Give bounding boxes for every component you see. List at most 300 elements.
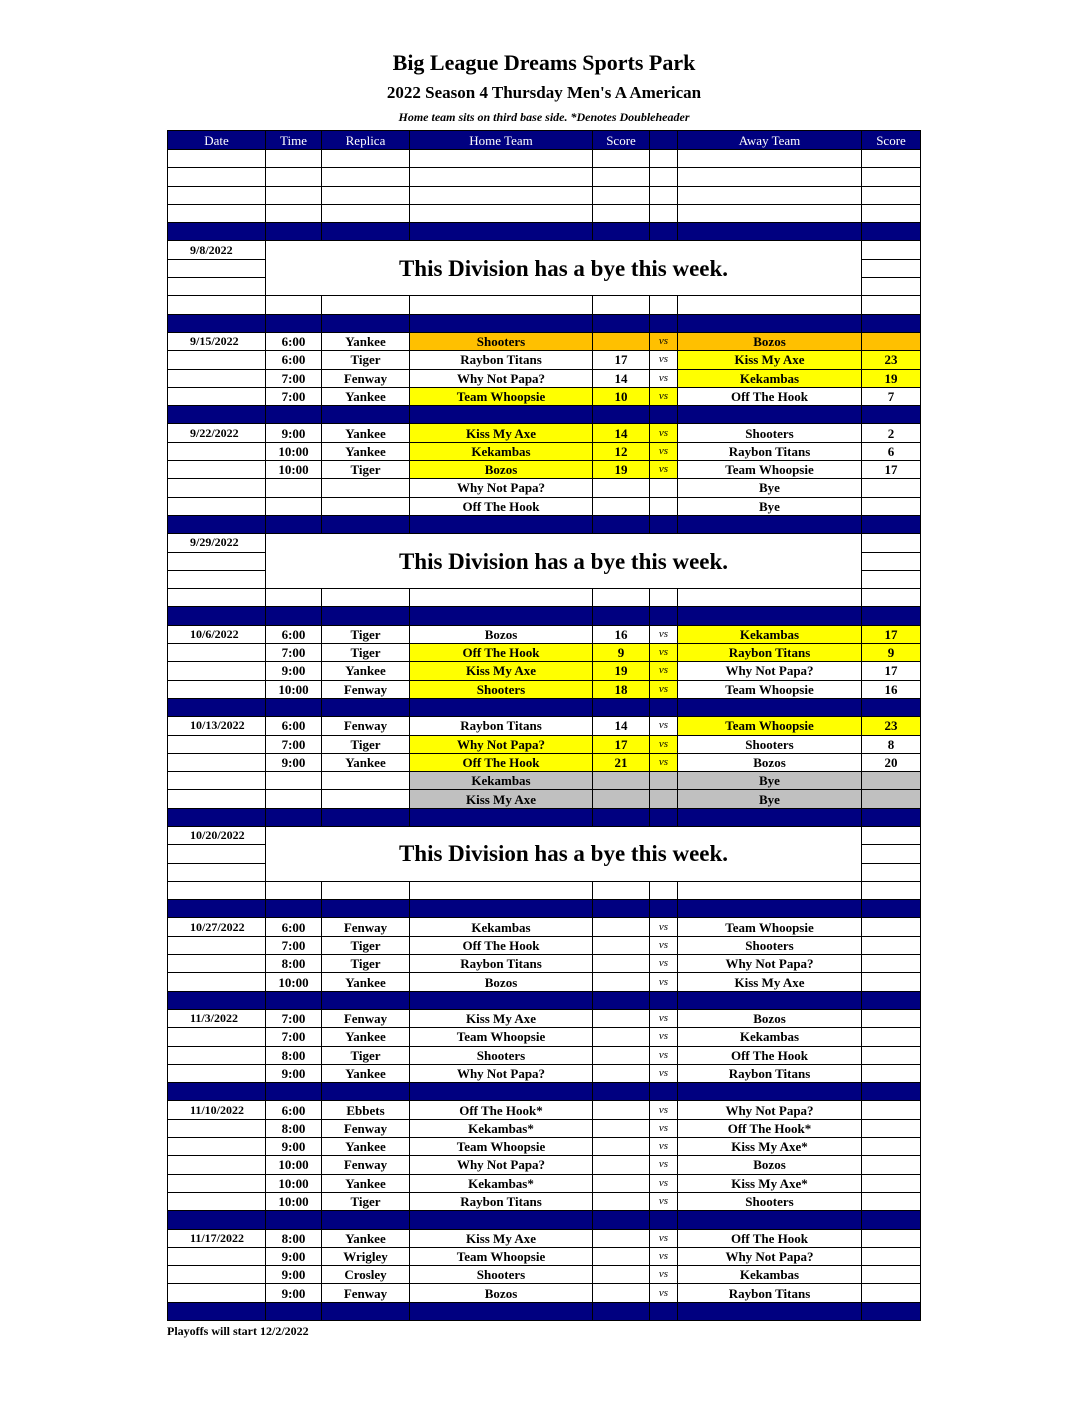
- away-team-cell: [678, 1211, 862, 1229]
- away-team-cell: Raybon Titans: [678, 644, 862, 662]
- home-team-cell: Raybon Titans: [410, 351, 593, 369]
- vs-cell: vs: [650, 973, 678, 991]
- away-team-cell: Why Not Papa?: [678, 955, 862, 973]
- home-score-cell: [593, 900, 650, 918]
- away-team-cell: Kekambas: [678, 369, 862, 387]
- date-cell: [168, 296, 266, 314]
- vs-cell: vs: [650, 1119, 678, 1137]
- time-cell: 7:00: [266, 735, 322, 753]
- home-score-cell: 18: [593, 680, 650, 698]
- date-cell: [168, 1046, 266, 1064]
- blank-row: [168, 204, 921, 222]
- date-cell: [168, 698, 266, 716]
- replica-cell: Tiger: [322, 955, 410, 973]
- date-cell: [168, 204, 266, 222]
- vs-cell: [650, 772, 678, 790]
- time-cell: 6:00: [266, 918, 322, 936]
- vs-cell: vs: [650, 1192, 678, 1210]
- week-separator: [168, 698, 921, 716]
- col-home-team: Home Team: [410, 131, 593, 150]
- away-team-cell: Team Whoopsie: [678, 918, 862, 936]
- date-cell: [168, 863, 266, 881]
- game-row: [168, 735, 921, 753]
- away-score-cell: [862, 936, 921, 954]
- game-row: [168, 1138, 921, 1156]
- home-score-cell: [593, 808, 650, 826]
- away-score-cell: [862, 278, 921, 296]
- time-cell: [266, 991, 322, 1009]
- away-team-cell: Shooters: [678, 1192, 862, 1210]
- home-team-cell: Off The Hook*: [410, 1101, 593, 1119]
- replica-cell: [322, 1211, 410, 1229]
- home-team-cell: Off The Hook: [410, 644, 593, 662]
- vs-cell: vs: [650, 644, 678, 662]
- page-note: Home team sits on third base side. *Denotes Doubleheader: [398, 110, 690, 124]
- week-separator: [168, 515, 921, 533]
- replica-cell: Yankee: [322, 753, 410, 771]
- game-row: [168, 753, 921, 771]
- date-cell: [168, 607, 266, 625]
- away-score-cell: [862, 570, 921, 588]
- time-cell: 7:00: [266, 644, 322, 662]
- bye-week-row: [168, 241, 921, 259]
- time-cell: [266, 515, 322, 533]
- vs-cell: vs: [650, 1156, 678, 1174]
- replica-cell: Tiger: [322, 644, 410, 662]
- away-score-cell: [862, 918, 921, 936]
- vs-cell: vs: [650, 936, 678, 954]
- away-team-cell: Why Not Papa?: [678, 662, 862, 680]
- game-row: [168, 1174, 921, 1192]
- vs-cell: [650, 479, 678, 497]
- away-score-cell: 6: [862, 442, 921, 460]
- date-cell: 10/20/2022: [168, 826, 266, 844]
- time-cell: 10:00: [266, 442, 322, 460]
- date-cell: [168, 387, 266, 405]
- week-separator: [168, 991, 921, 1009]
- date-cell: [168, 442, 266, 460]
- away-team-cell: Team Whoopsie: [678, 717, 862, 735]
- col-vs: [650, 131, 678, 150]
- away-score-cell: [862, 1138, 921, 1156]
- replica-cell: Tiger: [322, 1046, 410, 1064]
- away-score-cell: [862, 406, 921, 424]
- away-team-cell: Raybon Titans: [678, 1064, 862, 1082]
- bye-message: This Division has a bye this week.: [266, 534, 862, 589]
- game-row: [168, 479, 921, 497]
- away-score-cell: [862, 241, 921, 259]
- bye-message: This Division has a bye this week.: [266, 241, 862, 296]
- home-score-cell: [593, 607, 650, 625]
- home-score-cell: [593, 223, 650, 241]
- date-cell: [168, 314, 266, 332]
- date-cell: [168, 936, 266, 954]
- home-score-cell: 12: [593, 442, 650, 460]
- vs-cell: vs: [650, 662, 678, 680]
- away-score-cell: 9: [862, 644, 921, 662]
- date-cell: [168, 808, 266, 826]
- away-team-cell: Kiss My Axe: [678, 351, 862, 369]
- week-separator: [168, 900, 921, 918]
- replica-cell: Tiger: [322, 351, 410, 369]
- away-team-cell: Shooters: [678, 735, 862, 753]
- time-cell: [266, 479, 322, 497]
- date-cell: 9/15/2022: [168, 332, 266, 350]
- date-cell: [168, 662, 266, 680]
- away-team-cell: [678, 186, 862, 204]
- away-score-cell: [862, 790, 921, 808]
- date-cell: [168, 461, 266, 479]
- home-score-cell: [593, 186, 650, 204]
- home-team-cell: Shooters: [410, 680, 593, 698]
- date-cell: [168, 259, 266, 277]
- away-score-cell: [862, 863, 921, 881]
- home-team-cell: Team Whoopsie: [410, 1138, 593, 1156]
- home-team-cell: Kiss My Axe: [410, 662, 593, 680]
- away-team-cell: [678, 168, 862, 186]
- away-score-cell: [862, 1211, 921, 1229]
- replica-cell: [322, 881, 410, 899]
- vs-cell: [650, 168, 678, 186]
- vs-cell: [650, 698, 678, 716]
- away-team-cell: Team Whoopsie: [678, 680, 862, 698]
- home-score-cell: 19: [593, 461, 650, 479]
- away-team-cell: [678, 314, 862, 332]
- date-cell: [168, 973, 266, 991]
- game-row: [168, 1192, 921, 1210]
- replica-cell: [322, 479, 410, 497]
- date-cell: [168, 735, 266, 753]
- replica-cell: [322, 497, 410, 515]
- away-team-cell: Shooters: [678, 936, 862, 954]
- time-cell: 9:00: [266, 1138, 322, 1156]
- away-team-cell: [678, 1302, 862, 1320]
- bye-week-row: [168, 826, 921, 844]
- home-team-cell: Kekambas: [410, 772, 593, 790]
- vs-cell: vs: [650, 753, 678, 771]
- game-row: [168, 369, 921, 387]
- away-team-cell: [678, 698, 862, 716]
- home-team-cell: [410, 1211, 593, 1229]
- time-cell: 6:00: [266, 1101, 322, 1119]
- away-team-cell: [678, 589, 862, 607]
- game-row: [168, 772, 921, 790]
- header-row: [168, 131, 921, 150]
- replica-cell: Fenway: [322, 1009, 410, 1027]
- away-team-cell: Kiss My Axe*: [678, 1138, 862, 1156]
- page-title: Big League Dreams Sports Park: [392, 50, 696, 75]
- vs-cell: vs: [650, 680, 678, 698]
- schedule-table-container: [167, 130, 921, 1321]
- date-cell: [168, 1192, 266, 1210]
- time-cell: [266, 808, 322, 826]
- away-team-cell: Why Not Papa?: [678, 1247, 862, 1265]
- away-team-cell: [678, 223, 862, 241]
- replica-cell: Yankee: [322, 424, 410, 442]
- time-cell: 7:00: [266, 1028, 322, 1046]
- time-cell: 6:00: [266, 332, 322, 350]
- away-score-cell: [862, 534, 921, 552]
- home-score-cell: [593, 1138, 650, 1156]
- time-cell: 9:00: [266, 662, 322, 680]
- away-team-cell: [678, 204, 862, 222]
- away-score-cell: [862, 881, 921, 899]
- away-team-cell: Kekambas: [678, 625, 862, 643]
- home-team-cell: Shooters: [410, 1266, 593, 1284]
- date-cell: [168, 369, 266, 387]
- date-cell: [168, 351, 266, 369]
- vs-cell: vs: [650, 1229, 678, 1247]
- date-cell: 10/13/2022: [168, 717, 266, 735]
- game-row: [168, 680, 921, 698]
- date-cell: [168, 644, 266, 662]
- week-separator: [168, 223, 921, 241]
- home-score-cell: [593, 589, 650, 607]
- home-team-cell: [410, 406, 593, 424]
- date-cell: [168, 1266, 266, 1284]
- replica-cell: [322, 1083, 410, 1101]
- time-cell: [266, 204, 322, 222]
- time-cell: 8:00: [266, 955, 322, 973]
- away-score-cell: 17: [862, 662, 921, 680]
- replica-cell: [322, 204, 410, 222]
- game-row: [168, 387, 921, 405]
- away-score-cell: [862, 497, 921, 515]
- replica-cell: Tiger: [322, 936, 410, 954]
- home-score-cell: [593, 314, 650, 332]
- away-team-cell: [678, 296, 862, 314]
- away-score-cell: [862, 900, 921, 918]
- week-separator: [168, 1211, 921, 1229]
- replica-cell: [322, 991, 410, 1009]
- replica-cell: Tiger: [322, 735, 410, 753]
- time-cell: 6:00: [266, 625, 322, 643]
- game-row: [168, 1266, 921, 1284]
- vs-cell: vs: [650, 918, 678, 936]
- home-team-cell: [410, 881, 593, 899]
- vs-cell: vs: [650, 717, 678, 735]
- away-score-cell: [862, 1174, 921, 1192]
- home-score-cell: [593, 515, 650, 533]
- home-score-cell: [593, 991, 650, 1009]
- vs-cell: [650, 406, 678, 424]
- time-cell: [266, 881, 322, 899]
- time-cell: 6:00: [266, 351, 322, 369]
- away-team-cell: Off The Hook: [678, 387, 862, 405]
- date-cell: [168, 845, 266, 863]
- game-row: [168, 973, 921, 991]
- home-team-cell: Kiss My Axe: [410, 1009, 593, 1027]
- time-cell: 10:00: [266, 1192, 322, 1210]
- game-row: [168, 1064, 921, 1082]
- time-cell: [266, 296, 322, 314]
- date-cell: [168, 515, 266, 533]
- away-team-cell: [678, 150, 862, 168]
- home-team-cell: [410, 186, 593, 204]
- home-team-cell: [410, 808, 593, 826]
- vs-cell: vs: [650, 332, 678, 350]
- home-score-cell: [593, 1211, 650, 1229]
- vs-cell: [650, 607, 678, 625]
- home-score-cell: [593, 406, 650, 424]
- replica-cell: [322, 186, 410, 204]
- home-team-cell: [410, 223, 593, 241]
- replica-cell: [322, 698, 410, 716]
- date-cell: [168, 1211, 266, 1229]
- game-row: [168, 662, 921, 680]
- away-team-cell: Kiss My Axe: [678, 973, 862, 991]
- week-separator: [168, 406, 921, 424]
- time-cell: 7:00: [266, 387, 322, 405]
- bye-week-row: [168, 296, 921, 314]
- away-score-cell: [862, 698, 921, 716]
- replica-cell: Yankee: [322, 1138, 410, 1156]
- away-score-cell: [862, 1266, 921, 1284]
- vs-cell: vs: [650, 1174, 678, 1192]
- vs-cell: vs: [650, 369, 678, 387]
- time-cell: [266, 497, 322, 515]
- away-team-cell: Bozos: [678, 332, 862, 350]
- home-score-cell: [593, 204, 650, 222]
- home-score-cell: [593, 1028, 650, 1046]
- away-score-cell: 7: [862, 387, 921, 405]
- week-separator: [168, 1083, 921, 1101]
- time-cell: [266, 1083, 322, 1101]
- bye-week-row: [168, 589, 921, 607]
- date-cell: [168, 881, 266, 899]
- col-replica: Replica: [322, 131, 410, 150]
- home-score-cell: [593, 497, 650, 515]
- game-row: [168, 625, 921, 643]
- vs-cell: [650, 314, 678, 332]
- replica-cell: [322, 406, 410, 424]
- away-score-cell: [862, 552, 921, 570]
- replica-cell: [322, 314, 410, 332]
- time-cell: [266, 406, 322, 424]
- away-score-cell: 23: [862, 717, 921, 735]
- home-team-cell: Raybon Titans: [410, 717, 593, 735]
- time-cell: 10:00: [266, 680, 322, 698]
- home-team-cell: Bozos: [410, 625, 593, 643]
- replica-cell: Tiger: [322, 461, 410, 479]
- away-team-cell: Raybon Titans: [678, 1284, 862, 1302]
- vs-cell: [650, 515, 678, 533]
- vs-cell: [650, 790, 678, 808]
- date-cell: [168, 955, 266, 973]
- home-score-cell: [593, 1174, 650, 1192]
- away-team-cell: Team Whoopsie: [678, 461, 862, 479]
- vs-cell: [650, 991, 678, 1009]
- home-score-cell: [593, 955, 650, 973]
- game-row: [168, 717, 921, 735]
- replica-cell: [322, 589, 410, 607]
- time-cell: 10:00: [266, 1174, 322, 1192]
- date-cell: [168, 1247, 266, 1265]
- date-cell: [168, 479, 266, 497]
- home-team-cell: Off The Hook: [410, 497, 593, 515]
- date-cell: [168, 753, 266, 771]
- vs-cell: [650, 204, 678, 222]
- away-score-cell: [862, 204, 921, 222]
- vs-cell: [650, 589, 678, 607]
- time-cell: [266, 772, 322, 790]
- date-cell: [168, 1302, 266, 1320]
- date-cell: 9/8/2022: [168, 241, 266, 259]
- game-row: [168, 955, 921, 973]
- home-team-cell: [410, 1083, 593, 1101]
- replica-cell: [322, 808, 410, 826]
- home-team-cell: Kekambas*: [410, 1119, 593, 1137]
- home-team-cell: Kekambas: [410, 918, 593, 936]
- time-cell: [266, 790, 322, 808]
- home-score-cell: 14: [593, 369, 650, 387]
- vs-cell: [650, 223, 678, 241]
- game-row: [168, 332, 921, 350]
- away-score-cell: [862, 808, 921, 826]
- away-score-cell: 8: [862, 735, 921, 753]
- home-score-cell: 19: [593, 662, 650, 680]
- replica-cell: Fenway: [322, 1284, 410, 1302]
- home-score-cell: 10: [593, 387, 650, 405]
- home-team-cell: Why Not Papa?: [410, 369, 593, 387]
- home-score-cell: [593, 296, 650, 314]
- away-team-cell: [678, 607, 862, 625]
- home-team-cell: Kiss My Axe: [410, 424, 593, 442]
- home-team-cell: [410, 204, 593, 222]
- away-team-cell: Bozos: [678, 1009, 862, 1027]
- time-cell: 9:00: [266, 1266, 322, 1284]
- game-row: [168, 1284, 921, 1302]
- vs-cell: vs: [650, 1266, 678, 1284]
- date-cell: [168, 497, 266, 515]
- replica-cell: [322, 1302, 410, 1320]
- away-team-cell: Kekambas: [678, 1266, 862, 1284]
- time-cell: 7:00: [266, 936, 322, 954]
- home-team-cell: Kiss My Axe: [410, 1229, 593, 1247]
- vs-cell: [650, 881, 678, 899]
- game-row: [168, 790, 921, 808]
- home-score-cell: [593, 1119, 650, 1137]
- away-score-cell: [862, 186, 921, 204]
- game-row: [168, 497, 921, 515]
- home-team-cell: Team Whoopsie: [410, 387, 593, 405]
- vs-cell: vs: [650, 1101, 678, 1119]
- home-team-cell: Kekambas: [410, 442, 593, 460]
- home-team-cell: [410, 314, 593, 332]
- away-team-cell: [678, 808, 862, 826]
- game-row: [168, 1229, 921, 1247]
- date-cell: 10/27/2022: [168, 918, 266, 936]
- home-score-cell: [593, 1266, 650, 1284]
- bye-week-row: [168, 881, 921, 899]
- time-cell: 8:00: [266, 1046, 322, 1064]
- vs-cell: vs: [650, 735, 678, 753]
- away-team-cell: [678, 991, 862, 1009]
- away-score-cell: [862, 955, 921, 973]
- away-team-cell: Raybon Titans: [678, 442, 862, 460]
- home-team-cell: Shooters: [410, 332, 593, 350]
- replica-cell: Crosley: [322, 1266, 410, 1284]
- home-score-cell: [593, 1247, 650, 1265]
- away-team-cell: Shooters: [678, 424, 862, 442]
- week-separator: [168, 314, 921, 332]
- date-cell: 11/10/2022: [168, 1101, 266, 1119]
- vs-cell: vs: [650, 387, 678, 405]
- vs-cell: [650, 296, 678, 314]
- replica-cell: [322, 607, 410, 625]
- away-team-cell: Off The Hook*: [678, 1119, 862, 1137]
- game-row: [168, 1028, 921, 1046]
